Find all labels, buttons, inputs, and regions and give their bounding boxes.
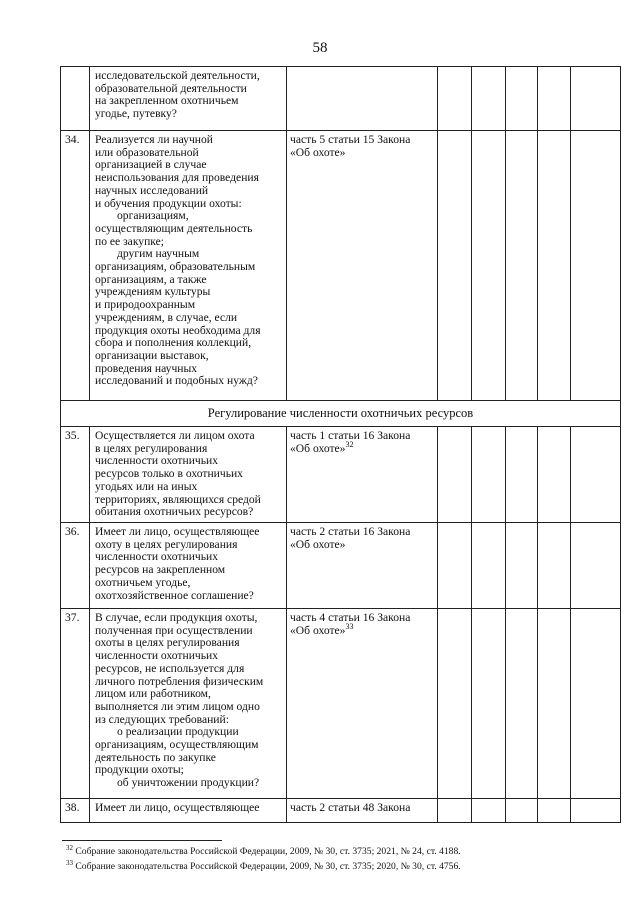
question-line: лицом или работником, (95, 687, 211, 701)
question-line: охоту в целях регулирования (95, 537, 238, 551)
answer-cell[interactable] (538, 427, 571, 523)
question-line: деятельность по закупке (95, 750, 216, 764)
question-line: осуществляющим деятельность (95, 221, 253, 235)
question-line: продукция охоты необходима для (95, 323, 261, 337)
answer-cell[interactable] (438, 427, 472, 523)
section-heading: Регулирование численности охотничьих ресурсов (61, 401, 621, 427)
question-line: сбора и пополнения коллекций, (95, 336, 252, 350)
row-number: 36. (61, 523, 90, 609)
law-reference-cell (287, 609, 438, 799)
question-line: ресурсов только в охотничьих (95, 467, 243, 481)
footnote-marker: 33 (345, 621, 354, 631)
answer-cell[interactable] (538, 609, 571, 799)
footnote-separator (62, 840, 222, 841)
question-line: Реализуется ли научной (95, 133, 214, 146)
question-subitem: об уничтожении продукции? (117, 776, 260, 790)
answer-cell[interactable] (538, 131, 571, 401)
footnote-ref: 32 (66, 843, 73, 852)
question-line: территориях, являющихся средой (95, 492, 261, 506)
question-line: Имеет ли лицо, осуществляющее (95, 525, 260, 538)
law-reference-line: «Об охоте» (290, 145, 346, 159)
answer-cell[interactable] (538, 67, 571, 131)
law-reference-cell (287, 427, 438, 523)
answer-cell[interactable] (472, 523, 506, 609)
question-line: и природоохранным (95, 298, 196, 312)
question-line: организациям, а также (95, 272, 207, 286)
question-line: образовательной деятельности (95, 81, 247, 95)
answer-cell[interactable] (472, 427, 506, 523)
answer-cell[interactable] (538, 799, 571, 823)
table-row-37 (61, 609, 621, 799)
law-reference-text: «Об охоте» (290, 441, 346, 455)
row-number: 35. (61, 427, 90, 523)
question-line: охотничьем угодье, (95, 575, 191, 589)
note-cell[interactable] (571, 523, 621, 609)
question-subitem: организациям, (117, 209, 189, 223)
question-line: личного потребления физическим (95, 674, 264, 688)
question-line: В случае, если продукция охоты, (95, 611, 258, 624)
law-reference-cell (287, 67, 438, 131)
answer-cell[interactable] (438, 67, 472, 131)
question-line: Имеет ли лицо, осуществляющее (95, 801, 260, 814)
footnote-32 (66, 843, 461, 858)
table-row-38 (61, 799, 621, 823)
law-reference-line: часть 2 статьи 48 Закона (290, 801, 411, 814)
answer-cell[interactable] (506, 131, 538, 401)
page-number: 58 (312, 40, 328, 56)
question-line: по ее закупке; (95, 234, 164, 248)
footnote-text: Собрание законодательства Российской Федерации, 2009, № 30, ст. 3735; 2020, № 30, ст. 4756. (75, 861, 461, 872)
law-reference-line: часть 2 статьи 16 Закона (290, 525, 411, 538)
question-subitem: о реализации продукции (117, 725, 239, 739)
law-reference-cell (287, 799, 438, 823)
question-line: исследований и подобных нужд? (95, 374, 258, 388)
question-line: выполняется ли этим лицом одно (95, 699, 260, 713)
law-reference-line: часть 4 статьи 16 Закона (290, 611, 411, 624)
question-cell (90, 799, 287, 823)
law-reference-line (290, 439, 433, 456)
question-line: ресурсов, не используется для (95, 661, 245, 675)
question-line: проведения научных (95, 361, 198, 375)
answer-cell[interactable] (472, 799, 506, 823)
checklist-table (60, 66, 621, 823)
note-cell[interactable] (571, 131, 621, 401)
question-cell (90, 609, 287, 799)
question-line: охотхозяйственное соглашение? (95, 588, 254, 602)
answer-cell[interactable] (506, 67, 538, 131)
question-line: полученная при осуществлении (95, 623, 253, 637)
question-line: угодье, путевку? (95, 107, 177, 121)
question-line: численности охотничьих (95, 649, 219, 663)
answer-cell[interactable] (506, 427, 538, 523)
question-line: угодьях или на иных (95, 479, 198, 493)
answer-cell[interactable] (506, 609, 538, 799)
question-line: учреждениям культуры (95, 285, 211, 299)
section-heading-row (61, 401, 621, 427)
law-reference-line: часть 5 статьи 15 Закона (290, 133, 411, 146)
row-number: 37. (61, 609, 90, 799)
note-cell[interactable] (571, 799, 621, 823)
question-line: исследовательской деятельности, (95, 69, 260, 82)
answer-cell[interactable] (472, 67, 506, 131)
question-line: неиспользования для проведения (95, 171, 259, 185)
question-cell (90, 131, 287, 401)
answer-cell[interactable] (438, 523, 472, 609)
table-row-continuation (61, 67, 621, 131)
law-reference-line: «Об охоте» (290, 537, 346, 551)
question-line: обитания охотничьих ресурсов? (95, 505, 254, 519)
row-number: 34. (61, 131, 90, 401)
footnote-marker: 32 (345, 439, 354, 449)
answer-cell[interactable] (438, 609, 472, 799)
question-line: охоты в целях регулирования (95, 636, 240, 650)
table-row-35 (61, 427, 621, 523)
question-line: численности охотничьих (95, 454, 219, 468)
question-line: из следующих требований: (95, 712, 229, 726)
table-row-34 (61, 131, 621, 401)
footnote-text: Собрание законодательства Российской Федерации, 2009, № 30, ст. 3735; 2021, № 24, ст. 4188. (75, 846, 461, 857)
question-line: или образовательной (95, 145, 199, 159)
law-reference-line (290, 621, 433, 638)
question-line: Осуществляется ли лицом охота (95, 429, 255, 442)
row-number: 38. (61, 799, 90, 823)
question-line: и обучения продукции охоты: (95, 196, 242, 210)
question-subitem: другим научным (117, 247, 200, 261)
question-cell (90, 427, 287, 523)
answer-cell[interactable] (472, 609, 506, 799)
note-cell[interactable] (571, 67, 621, 131)
row-number-cell (61, 67, 90, 131)
note-cell[interactable] (571, 427, 621, 523)
question-line: организациям, образовательным (95, 260, 256, 274)
footnote-33 (66, 858, 461, 873)
question-line: численности охотничьих (95, 550, 219, 564)
law-reference-cell (287, 523, 438, 609)
question-line: продукции охоты; (95, 763, 184, 777)
question-line: учреждениям, в случае, если (95, 310, 238, 324)
answer-cell[interactable] (438, 131, 472, 401)
footnote-ref: 33 (66, 858, 73, 867)
question-line: в целях регулирования (95, 441, 208, 455)
note-cell[interactable] (571, 609, 621, 799)
answer-cell[interactable] (538, 523, 571, 609)
question-cell (90, 67, 287, 131)
answer-cell[interactable] (472, 131, 506, 401)
answer-cell[interactable] (506, 523, 538, 609)
law-reference-line: часть 1 статьи 16 Закона (290, 429, 411, 442)
question-line: ресурсов на закрепленном (95, 563, 226, 577)
question-line: организацией в случае (95, 158, 207, 172)
question-line: организациям, осуществляющим (95, 738, 259, 752)
question-line: на закрепленном охотничьем (95, 94, 239, 108)
table-row-36 (61, 523, 621, 609)
answer-cell[interactable] (438, 799, 472, 823)
law-reference-cell (287, 131, 438, 401)
question-line: научных исследований (95, 183, 209, 197)
question-line: организации выставок, (95, 348, 209, 362)
question-cell (90, 523, 287, 609)
answer-cell[interactable] (506, 799, 538, 823)
law-reference-text: «Об охоте» (290, 623, 346, 637)
